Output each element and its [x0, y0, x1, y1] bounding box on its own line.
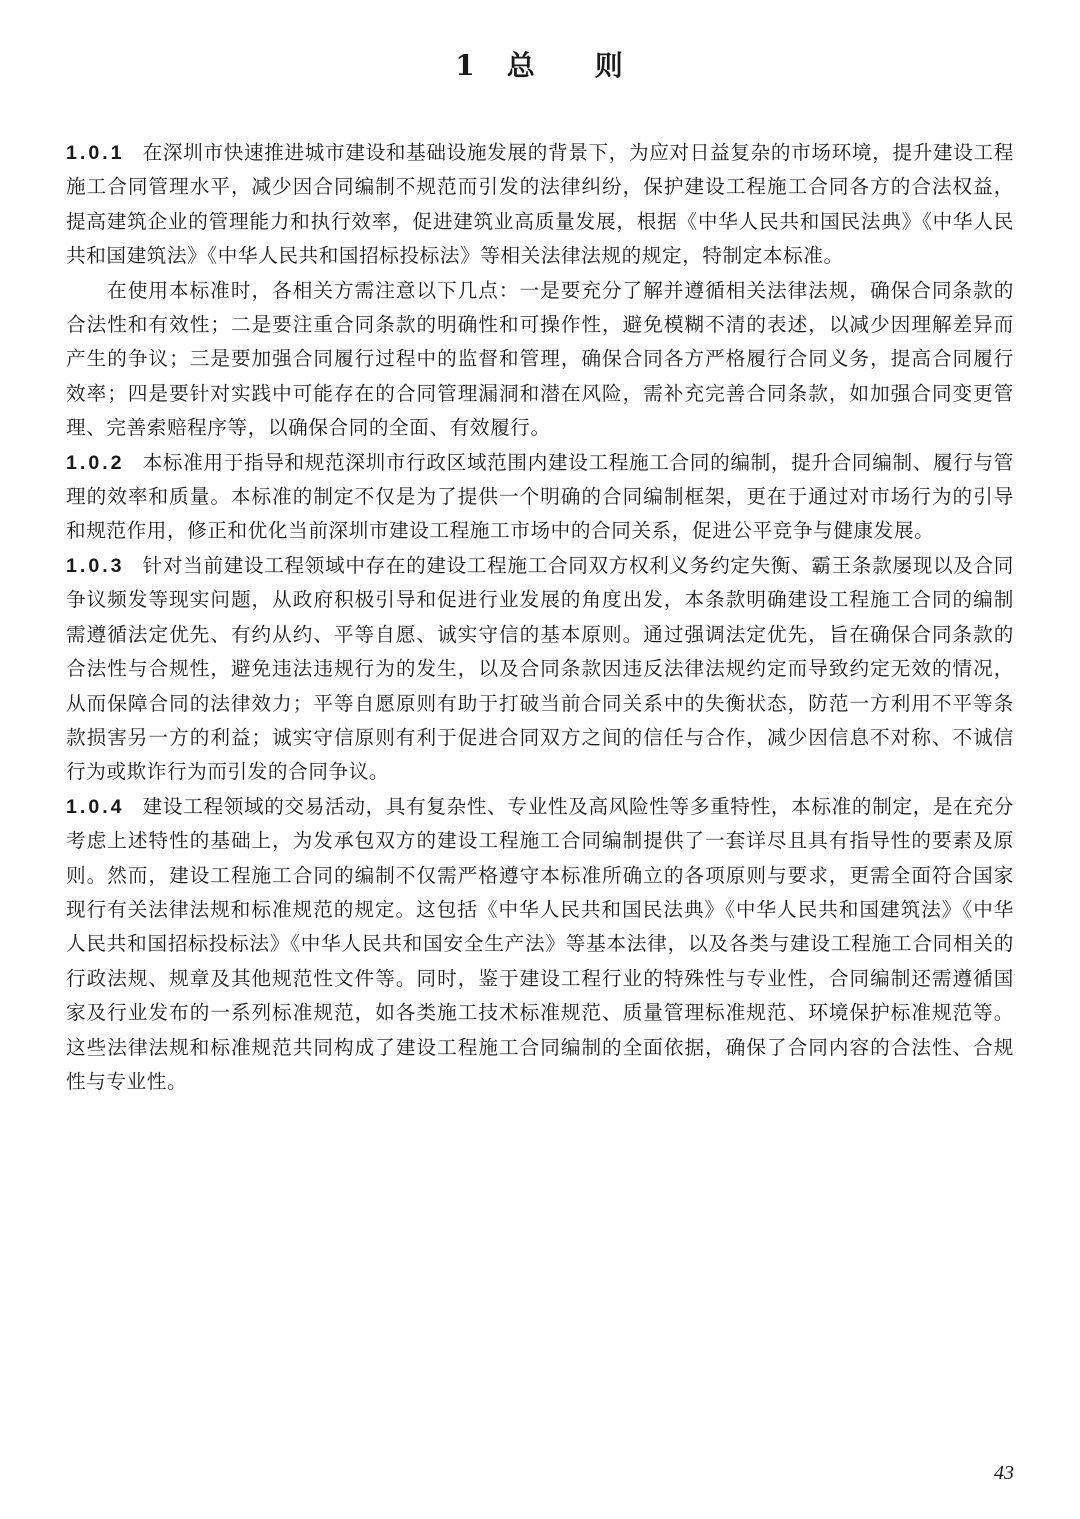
clause-number: 1.0.1 [66, 142, 125, 164]
clause-text: 建设工程领域的交易活动，具有复杂性、专业性及高风险性等多重特性，本标准的制定，是在充分考虑上述特性的基础上，为发承包双方的建设工程施工合同编制提供了一套详尽且具有指导性的要素及原则。然而，建设工程施工合同的编制不仅需严格遵守本标准所确立的各项原则与要求，更需全面符合国家现行有关法律法规和标准规范的规定。这包括《中华人民共和国民法典》《中华人民共和国建筑法》《中华人民共和国招标投标法》《中华人民共和国安全生产法》等基本法律，以及各类与建设工程施工合同相关的行政法规、规章及其他规范性文件等。同时，鉴于建设工程行业的特殊性与专业性，合同编制还需遵循国家及行业发布的一系列标准规范，如各类施工技术标准规范、质量管理标准规范、环境保护标准规范等。这些法律法规和标准规范共同构成了建设工程施工合同编制的全面依据，确保了合同内容的合法性、合规性与专业性。 [66, 794, 1014, 1093]
clause-number: 1.0.3 [66, 554, 125, 577]
clause-number: 1.0.2 [66, 451, 125, 474]
clause-text: 本标准用于指导和规范深圳市行政区域范围内建设工程施工合同的编制，提升合同编制、履行与管理的效率和质量。本标准的制定不仅是为了提供一个明确的合同编制框架，更在于通过对市场行为的引导和规范作用，修正和优化当前深圳市建设工程施工市场中的合同关系，促进公平竞争与健康发展。 [66, 450, 1014, 543]
clause-text: 在深圳市快速推进城市建设和基础设施发展的背景下，为应对日益复杂的市场环境，提升建设工程施工合同管理水平，减少因合同编制不规范而引发的法律纠纷，保护建设工程施工合同各方的合法权益，提高建筑企业的管理能力和执行效率，促进建筑业高质量发展，根据《中华人民共和国民法典》《中华人民共和国建筑法》《中华人民共和国招标投标法》等相关法律法规的规定，特制定本标准。 [66, 141, 1014, 268]
clause-1-0-3 [66, 549, 1014, 790]
chapter-title-word-1: 总 [506, 49, 537, 82]
page-title [0, 48, 1080, 84]
page-number: 43 [994, 1462, 1014, 1484]
chapter-number: 1 [455, 49, 477, 82]
clause-1-0-2 [66, 446, 1014, 549]
clause-1-0-1-continuation: 在使用本标准时，各相关方需注意以下几点：一是要充分了解并遵循相关法律法规，确保合同条款的合法性和有效性；二是要注重合同条款的明确性和可操作性，避免模糊不清的表述，以减少因理解差异而产生的争议；三是要加强合同履行过程中的监督和管理，确保合同各方严格履行合同义务，提高合同履行效率；四是要针对实践中可能存在的合同管理漏洞和潜在风险，需补充完善合同条款，如加强合同变更管理、完善索赔程序等，以确保合同的全面、有效履行。 [66, 278, 1014, 440]
chapter-title-word-2: 则 [594, 49, 625, 82]
clause-1-0-1 [66, 136, 1014, 274]
clause-number: 1.0.4 [66, 795, 125, 818]
clause-text: 针对当前建设工程领域中存在的建设工程施工合同双方权利义务约定失衡、霸王条款屡现以及合同争议频发等现实问题，从政府积极引导和促进行业发展的角度出发，本条款明确建设工程施工合同的编制需遵循法定优先、有约从约、平等自愿、诚实守信的基本原则。通过强调法定优先，旨在确保合同条款的合法性与合规性，避免违法违规行为的发生，以及合同条款因违反法律法规约定而导致约定无效的情况，从而保障合同的法律效力；平等自愿原则有助于打破当前合同关系中的失衡状态，防范一方利用不平等条款损害另一方的利益；诚实守信原则有利于促进合同双方之间的信任与合作，减少因信息不对称、不诚信行为或欺诈行为而引发的合同争议。 [66, 553, 1014, 784]
clause-1-0-4 [66, 790, 1014, 1100]
document-body [66, 136, 1014, 1099]
